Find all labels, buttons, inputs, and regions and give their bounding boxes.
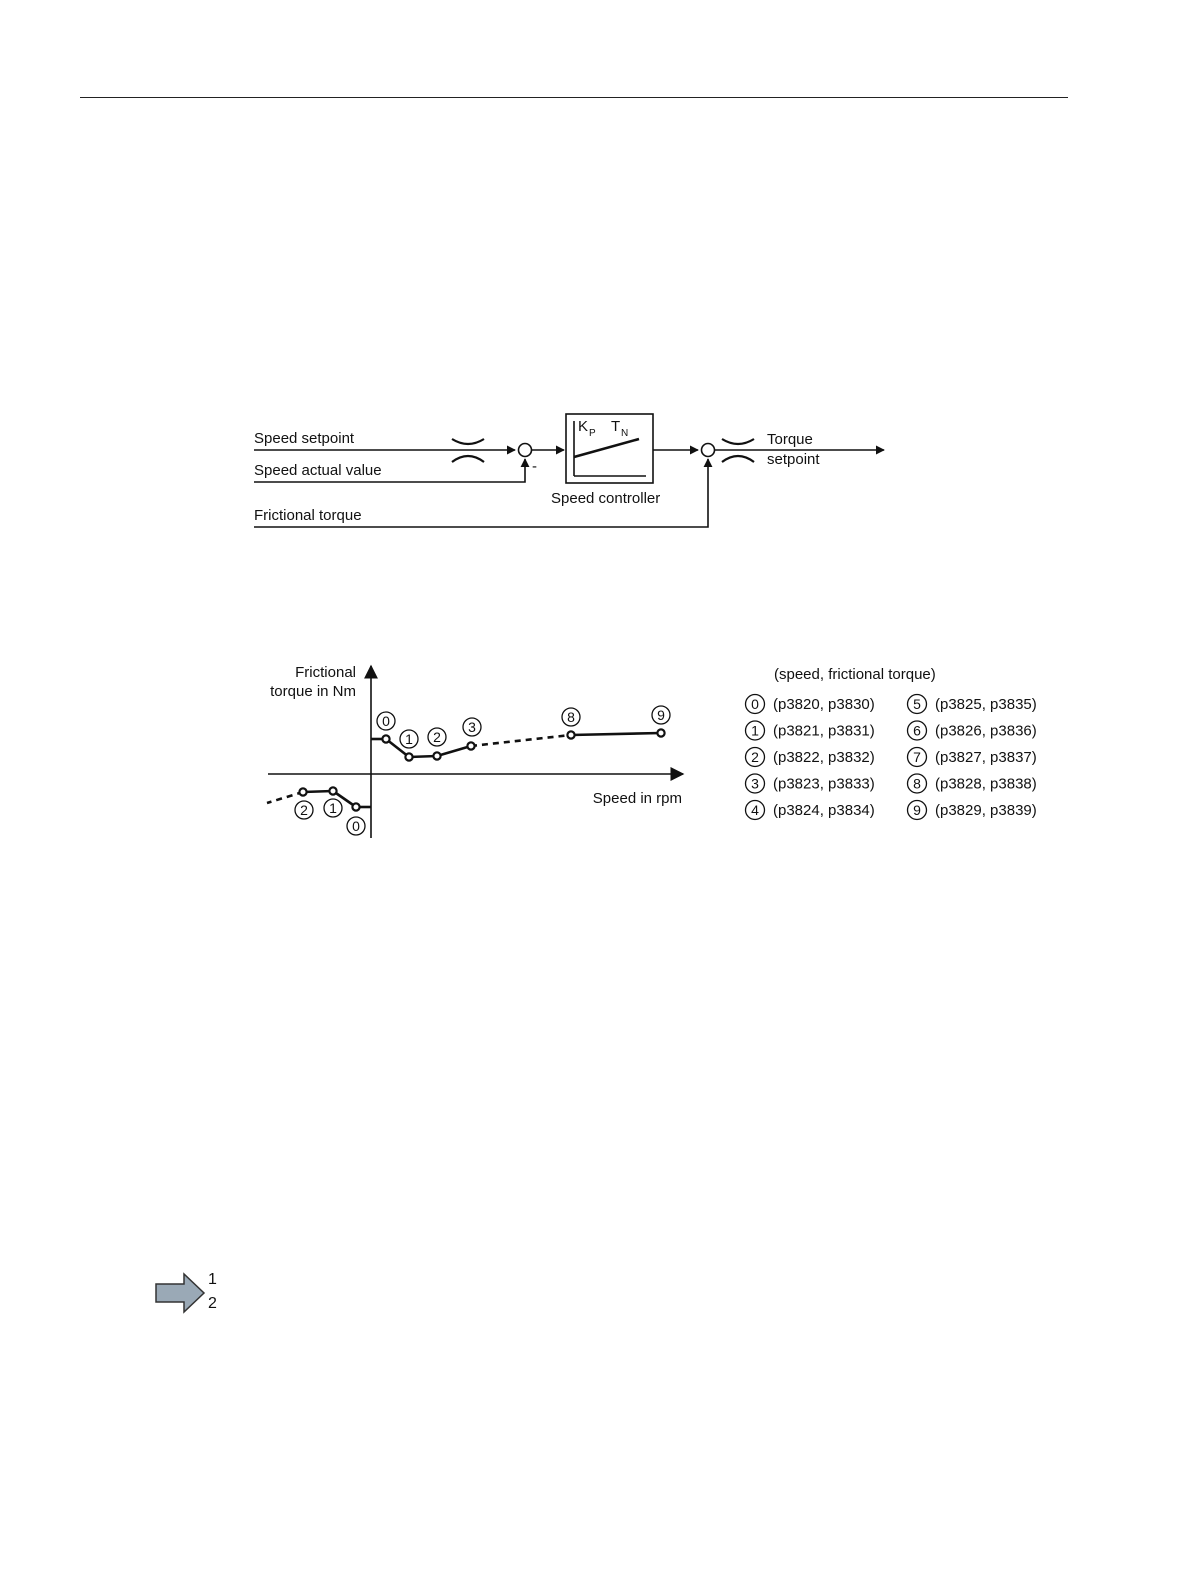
legend-item-3-params: (p3823, p3833)	[773, 775, 875, 793]
speed-controller-caption: Speed controller	[551, 490, 661, 507]
page-number-1: 1	[208, 1271, 217, 1288]
legend-item-5-params: (p3825, p3835)	[935, 696, 1037, 713]
legend-item-8	[908, 774, 1037, 793]
curve-segment-neg-dashed	[267, 792, 303, 803]
legend-item-2-number: 2	[751, 749, 759, 765]
legend-item-7-number: 7	[913, 749, 921, 765]
setpoint-smoothing-symbol-top	[452, 439, 484, 444]
y-axis-label-line2: torque in Nm	[270, 683, 356, 700]
curve-segment-8-9	[571, 733, 661, 735]
legend-item-1-params: (p3821, p3831)	[773, 722, 875, 740]
summing-junction-speed	[519, 444, 532, 457]
point-0-marker	[382, 735, 389, 742]
legend-item-7	[908, 748, 1037, 767]
frictional-torque-label: Frictional torque	[254, 507, 362, 524]
point-0-label-text: 0	[382, 713, 390, 729]
neg-point-0-marker	[352, 803, 359, 810]
torque-setpoint-label-line1: Torque	[767, 431, 813, 448]
speed-actual-value-label: Speed actual value	[254, 462, 382, 479]
curve-segment-2-3	[437, 746, 471, 756]
torque-smoothing-symbol-bottom	[722, 456, 754, 462]
torque-smoothing-symbol-top	[722, 439, 754, 444]
legend-item-9-params: (p3829, p3839)	[935, 802, 1037, 819]
legend-item-2-params: (p3822, p3832)	[773, 749, 875, 766]
y-axis-label-line1: Frictional	[295, 664, 356, 681]
chart-legend	[730, 655, 1070, 835]
legend-item-6-params: (p3826, p3836)	[935, 722, 1037, 740]
setpoint-smoothing-symbol-bottom	[452, 456, 484, 462]
point-3-label-text: 3	[468, 719, 476, 735]
legend-item-8-number: 8	[913, 775, 921, 792]
point-9-marker	[657, 729, 664, 736]
legend-item-5	[908, 695, 1037, 714]
kp-label: K	[578, 418, 589, 435]
neg-point-1-marker	[329, 787, 336, 794]
legend-item-6-number: 6	[913, 722, 921, 739]
legend-item-9	[908, 801, 1037, 820]
legend-item-8-params: (p3828, p3838)	[935, 775, 1037, 793]
speed-controller-block-diagram	[0, 0, 1191, 620]
legend-item-4	[746, 801, 875, 820]
legend-item-1	[746, 721, 875, 740]
legend-item-0-params: (p3820, p3830)	[773, 696, 875, 713]
legend-item-4-number: 4	[751, 802, 759, 818]
legend-item-0	[746, 695, 875, 714]
point-1-marker	[405, 753, 412, 760]
legend-item-7-params: (p3827, p3837)	[935, 749, 1037, 766]
right-arrow-icon	[156, 1274, 204, 1312]
legend-item-1-number: 1	[751, 722, 759, 739]
curve-segment-3-8-dashed	[471, 735, 571, 746]
neg-point-1-label-text: 1	[329, 800, 337, 816]
point-8-label-text: 8	[567, 709, 575, 725]
page-number-2: 2	[208, 1295, 217, 1312]
next-step-arrow[interactable]	[150, 1268, 230, 1318]
x-axis-label: Speed in rpm	[592, 790, 682, 807]
torque-setpoint-label-line2: setpoint	[767, 451, 820, 468]
legend-item-4-params: (p3824, p3834)	[773, 802, 875, 819]
point-1-label-text: 1	[405, 731, 413, 747]
legend-item-0-number: 0	[751, 696, 759, 712]
neg-point-2-label-text: 2	[300, 802, 308, 818]
summing-junction-torque	[702, 444, 715, 457]
point-2-marker	[433, 752, 440, 759]
neg-point-2-marker	[299, 788, 306, 795]
legend-item-5-number: 5	[913, 696, 921, 712]
legend-item-3-number: 3	[751, 775, 759, 792]
neg-point-0-label-text: 0	[352, 818, 360, 834]
legend-item-9-number: 9	[913, 802, 921, 818]
legend-title: (speed, frictional torque)	[774, 666, 936, 683]
legend-item-6	[908, 721, 1037, 740]
point-8-marker	[567, 731, 574, 738]
legend-item-3	[746, 774, 875, 793]
kp-subscript: P	[589, 428, 596, 439]
tn-subscript: N	[621, 428, 629, 439]
legend-item-2	[746, 748, 875, 767]
minus-sign: -	[532, 458, 537, 475]
friction-curve	[267, 706, 670, 835]
point-3-marker	[467, 742, 474, 749]
point-9-label-text: 9	[657, 707, 665, 723]
tn-label: T	[611, 418, 621, 435]
point-2-label-text: 2	[433, 729, 441, 745]
speed-setpoint-label: Speed setpoint	[254, 430, 355, 447]
